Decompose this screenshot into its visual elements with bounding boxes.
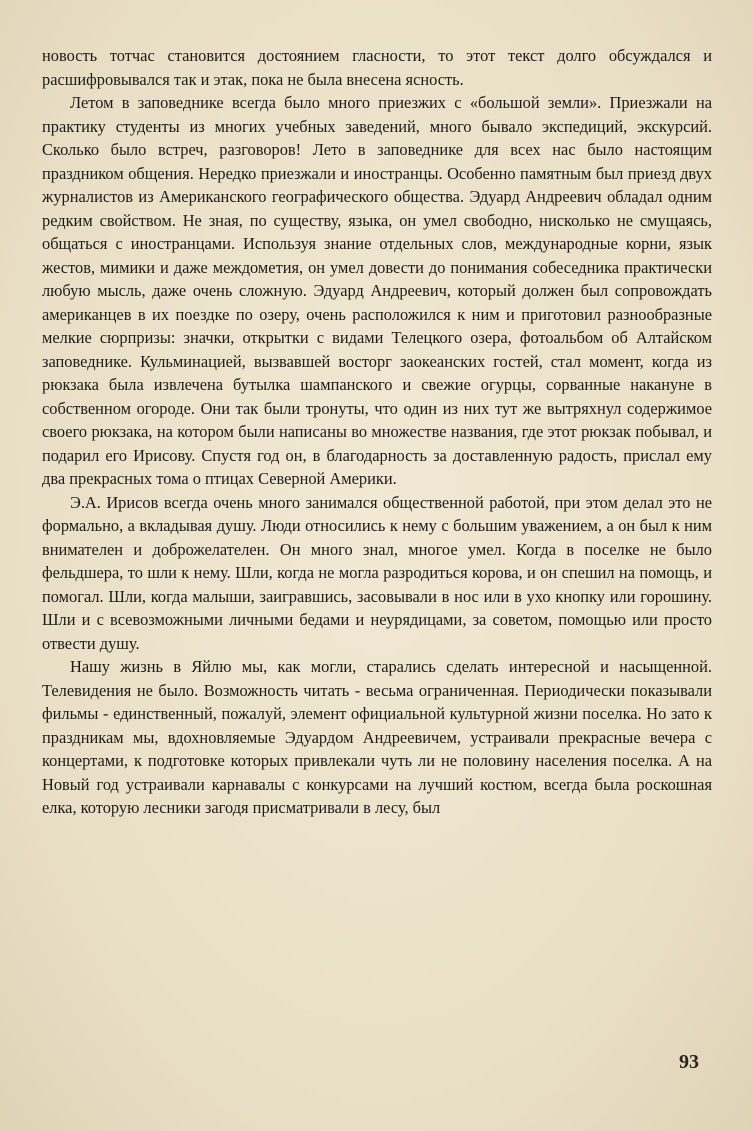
paragraph-continuation: новость тотчас становится достоянием гласности, то этот текст долго обсуждался и расшифровывался так и этак, пока не была внесена ясность. xyxy=(42,46,712,89)
paragraph-public-work: Э.А. Ирисов всегда очень много занимался общественной работой, при этом делал это не формально, а вкладывая душу. Люди относились к нему с большим уважением, а он был к ним внимателен и доброжелателен. Он много знал, многое умел. Когда в поселке не было фельдшера, то шли к нему. Шли, когда не могла разродиться корова, и он спешил на помощь, и помогал. Шли, когда малыши, заигравшись, засовывали в нос или в ухо кнопку или горошину. Шли и с всевозможными личными бедами и неурядицами, за советом, помощью или просто отвести душу. xyxy=(42,492,712,653)
page-number: 93 xyxy=(679,1051,699,1073)
paragraph-summer-visitors: Летом в заповеднике всегда было много приезжих с «большой земли». Приезжали на практику студенты из многих учебных заведений, много бывало экспедиций, экскурсий. Сколько было встреч, разговоров! Лето в заповеднике для всех нас было настоящим праздником общения. Нередко приезжали и иностранцы. Особенно памятным был приезд двух журналистов из Американского географического общества. Эдуард Андреевич обладал одним редким свойством. Не зная, по существу, языка, он умел свободно, нисколько не смущаясь, общаться с иностранцами. Используя знание отдельных слов, международные корни, язык жестов, мимики и даже междометия, он умел довести до понимания собеседника практически любую мысль, даже очень сложную. Эдуард Андреевич, который должен был сопровождать американцев в их поездке по озеру, очень расположился к ним и приготовил разнообразные мелкие сюрпризы: значки, открытки с видами Телецкого озера, фотоальбом об Алтайском заповеднике. Кульминацией, вызвавшей восторг заокеанских гостей, стал момент, когда из рюкзака была извлечена бутылка шампанского и свежие огурцы, сорванные накануне в собственном огороде. Они так были тронуты, что один из них тут же вытряхнул содержимое своего рюкзака, на котором были написаны во множестве названия, где этот рюкзак побывал, и подарил его Ирисову. Спустя год он, в благодарность за доставленную радость, прислал ему два прекрасных тома о птицах Северной Америки. xyxy=(42,93,712,488)
paragraph-life-in-yailyu: Нашу жизнь в Яйлю мы, как могли, старались сделать интересной и насыщенной. Телевидения не было. Возможность читать - весьма ограниченная. Периодически показывали фильмы - единственный, пожалуй, элемент официальной культурной жизни поселка. Но зато к праздникам мы, вдохновляемые Эдуардом Андреевичем, устраивали прекрасные вечера с концертами, к подготовке которых привлекали чуть ли не половину населения поселка. А на Новый год устраивали карнавалы с конкурсами на лучший костюм, всегда была роскошная елка, которую лесники загодя присматривали в лесу, был xyxy=(42,657,712,817)
body-text xyxy=(42,44,712,820)
